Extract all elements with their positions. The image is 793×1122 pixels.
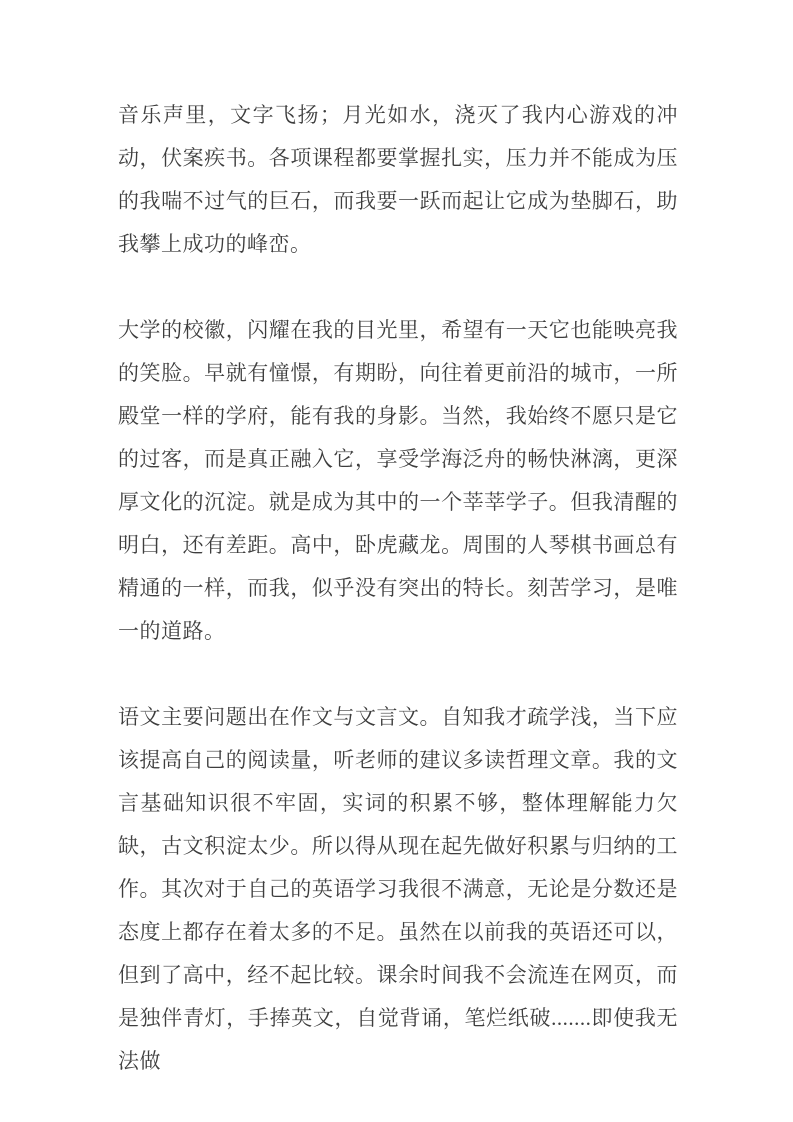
paragraph-3: 语文主要问题出在作文与文言文。自知我才疏学浅，当下应该提高自己的阅读量，听老师的建议多读哲理文章。我的文言基础知识很不牢固，实词的积累不够，整体理解能力欠缺，古文积淀太少。所以得从现在起先做好积累与归纳的工作。其次对于自己的英语学习我很不满意，无论是分数还是态度上都存在着太多的不足。虽然在以前我的英语还可以，但到了高中，经不起比较。课余时间我不会流连在网页，而是独伴青灯，手捧英文，自觉背诵，笔烂纸破.......即使我无法做 [118, 705, 678, 1073]
paragraph-1: 音乐声里，文字飞扬；月光如水，浇灭了我内心游戏的冲动，伏案疾书。各项课程都要掌握扎实，压力并不能成为压的我喘不过气的巨石，而我要一跃而起让它成为垫脚石，助我攀上成功的峰峦。 [118, 103, 678, 256]
paragraph-2: 大学的校徽，闪耀在我的目光里，希望有一天它也能映亮我的笑脸。早就有憧憬，有期盼，向往着更前沿的城市，一所殿堂一样的学府，能有我的身影。当然，我始终不愿只是它的过客，而是真正融入它，享受学海泛舟的畅快淋漓，更深厚文化的沉淀。就是成为其中的一个莘莘学子。但我清醒的明白，还有差距。高中，卧虎藏龙。周围的人琴棋书画总有精通的一样，而我，似乎没有突出的特长。刻苦学习，是唯一的道路。 [118, 318, 678, 643]
document-body [118, 94, 678, 1083]
